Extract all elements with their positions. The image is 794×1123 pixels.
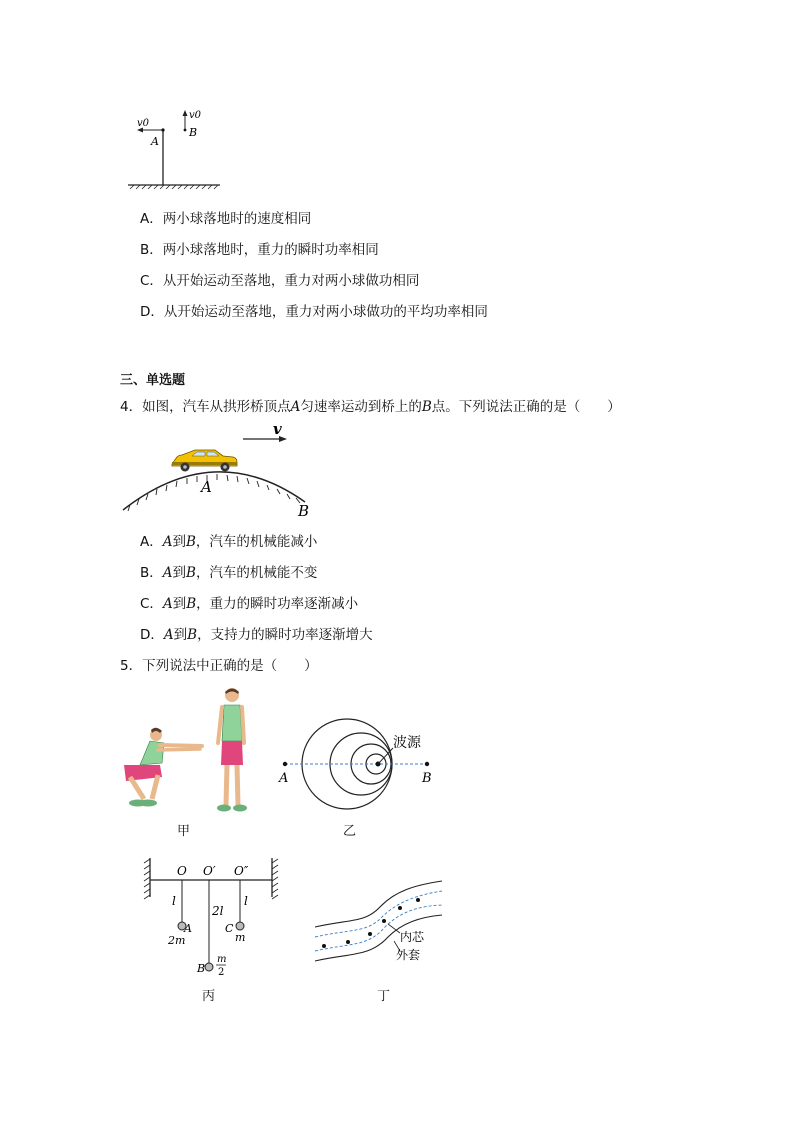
fig-bing-l1: l xyxy=(172,894,176,908)
fig-bing-mass-b-den: 2 xyxy=(218,967,225,978)
option-to: B xyxy=(186,565,196,581)
q4-stem-pre: 4．如图，汽车从拱形桥顶点 xyxy=(120,399,291,415)
q4-fig-v: v xyxy=(273,420,282,438)
option-to: B xyxy=(186,596,197,612)
q4-figure xyxy=(115,418,325,523)
fig-jia-people xyxy=(110,685,255,815)
fig-yi-label-a: A xyxy=(279,771,289,786)
fig-bing-pendulums xyxy=(140,855,280,980)
option-letter: D． xyxy=(140,627,164,643)
fig-bing-mass-b-num: m xyxy=(217,954,227,965)
fig-bing-o3: O″ xyxy=(234,864,249,878)
standing-person-icon xyxy=(217,688,247,812)
q4-stem-post: 点。下列说法正确的是（ ） xyxy=(431,399,621,415)
fig-jia-caption: 甲 xyxy=(177,824,191,839)
option-to: B xyxy=(187,627,198,643)
q3-option-a: A．两小球落地时的速度相同 xyxy=(140,211,312,227)
option-text: ，重力的瞬时功率逐渐减小 xyxy=(196,596,359,612)
q4-fig-a: A xyxy=(201,478,212,496)
q3-v0-left-label: v0 xyxy=(137,118,150,129)
fig-bing-l2: 2l xyxy=(212,904,224,918)
option-to-word: 到 xyxy=(172,534,186,550)
fig-bing-o2: O′ xyxy=(203,864,216,878)
q4-option-a xyxy=(140,530,317,550)
option-to-word: 到 xyxy=(173,627,188,643)
option-from: A xyxy=(162,565,173,581)
fig-yi-caption: 乙 xyxy=(343,824,357,839)
fig-yi-wave-source xyxy=(275,685,450,815)
q3-v0-up-label: v0 xyxy=(189,110,202,121)
fig-ding-optical-fiber xyxy=(310,875,450,975)
q4-option-d xyxy=(140,623,373,643)
option-text: ，支持力的瞬时功率逐渐增大 xyxy=(197,627,373,643)
option-text: ，汽车的机械能减小 xyxy=(195,534,318,550)
fig-yi-label-b: B xyxy=(422,771,432,786)
option-letter: B． xyxy=(140,565,163,581)
fig-bing-label-a: A xyxy=(184,922,192,935)
q4-option-c xyxy=(140,592,358,612)
fig-ding-outer-label: 外套 xyxy=(396,948,421,962)
option-from: A xyxy=(162,596,173,612)
fig-bing-l3: l xyxy=(244,894,248,908)
q5-stem: 5．下列说法中正确的是（ ） xyxy=(120,658,318,674)
q3-figure xyxy=(120,100,230,195)
q4-var-a: A xyxy=(290,399,301,415)
option-to: B xyxy=(186,534,196,550)
fig-bing-caption: 丙 xyxy=(202,989,216,1004)
option-letter: C． xyxy=(140,596,163,612)
squatting-person-icon xyxy=(124,728,202,807)
q4-option-b xyxy=(140,561,317,581)
fig-bing-label-b: B xyxy=(197,962,206,975)
fig-yi-source-label: 波源 xyxy=(393,735,421,751)
q3-label-a: A xyxy=(151,135,159,148)
q4-stem-mid: 匀速率运动到桥上的 xyxy=(300,399,422,415)
section-title: 三、单选题 xyxy=(120,373,186,388)
q3-option-c: C．从开始运动至落地，重力对两小球做功相同 xyxy=(140,273,420,289)
q4-var-b: B xyxy=(421,399,432,415)
option-text: ，汽车的机械能不变 xyxy=(195,565,318,581)
fig-bing-label-c: C xyxy=(225,922,234,935)
fig-bing-mass-c: m xyxy=(235,931,246,944)
q4-fig-b: B xyxy=(298,502,310,520)
option-to-word: 到 xyxy=(172,596,187,612)
q3-option-d: D．从开始运动至落地，重力对两小球做功的平均功率相同 xyxy=(140,304,488,320)
q4-stem xyxy=(120,395,621,415)
car-icon xyxy=(172,450,237,472)
q3-label-b: B xyxy=(189,126,198,139)
fig-ding-caption: 丁 xyxy=(377,989,391,1004)
option-to-word: 到 xyxy=(172,565,187,581)
fig-bing-mass-a: 2m xyxy=(168,934,186,947)
option-from: A xyxy=(163,627,174,643)
option-from: A xyxy=(162,534,173,550)
option-letter: A． xyxy=(140,534,163,550)
q3-option-b: B．两小球落地时，重力的瞬时功率相同 xyxy=(140,242,379,258)
fig-bing-o1: O xyxy=(177,864,187,878)
fig-ding-inner-label: 内芯 xyxy=(400,930,425,944)
